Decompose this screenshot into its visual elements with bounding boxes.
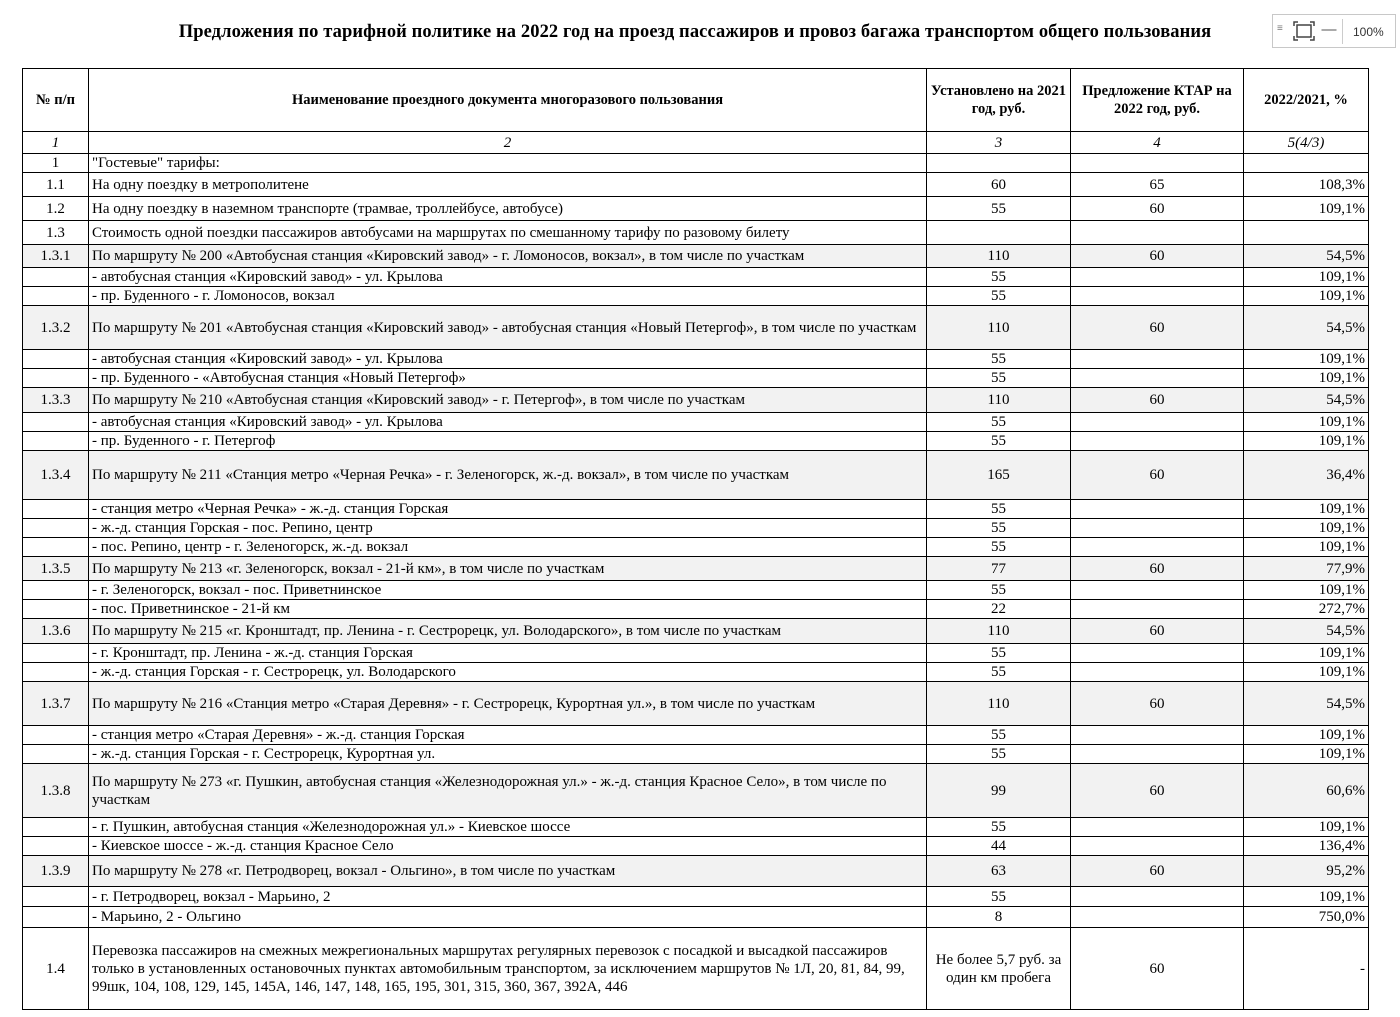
row-number-cell (23, 268, 89, 287)
value-2021-cell: 55 (927, 581, 1071, 600)
row-number-cell (23, 907, 89, 928)
table-row (23, 500, 1369, 519)
table-row (23, 451, 1369, 500)
value-2022-cell (1071, 907, 1244, 928)
ratio-cell: 77,9% (1244, 557, 1369, 581)
ratio-cell: 109,1% (1244, 287, 1369, 306)
table-row (23, 600, 1369, 619)
row-number-cell (23, 350, 89, 369)
value-2021-cell: 110 (927, 388, 1071, 413)
column-number: 1 (23, 132, 89, 154)
table-row (23, 268, 1369, 287)
row-name-cell: - автобусная станция «Кировский завод» - ул. Крылова (89, 413, 927, 432)
value-2022-cell: 60 (1071, 557, 1244, 581)
column-number: 2 (89, 132, 927, 154)
value-2022-cell: 60 (1071, 682, 1244, 726)
row-name-cell: "Гостевые" тарифы: (89, 154, 927, 173)
row-number-cell (23, 538, 89, 557)
table-row (23, 388, 1369, 413)
row-number-cell: 1.3.7 (23, 682, 89, 726)
toolbar-divider (1342, 19, 1343, 44)
table-row (23, 663, 1369, 682)
row-number-cell: 1.3.4 (23, 451, 89, 500)
row-number-cell: 1.1 (23, 173, 89, 197)
table-row (23, 907, 1369, 928)
row-name-cell: - ж.-д. станция Горская - г. Сестрорецк, Курортная ул. (89, 745, 927, 764)
value-2022-cell (1071, 350, 1244, 369)
value-2021-cell: 55 (927, 644, 1071, 663)
value-2021-cell: 60 (927, 173, 1071, 197)
value-2021-cell: 55 (927, 745, 1071, 764)
value-2022-cell (1071, 837, 1244, 856)
table-header-row (23, 69, 1369, 132)
menu-icon[interactable]: ≡ (1277, 23, 1283, 34)
row-number-cell: 1.3.8 (23, 764, 89, 818)
value-2022-cell (1071, 221, 1244, 245)
row-number-cell (23, 745, 89, 764)
ratio-cell: 109,1% (1244, 644, 1369, 663)
row-number-cell: 1.3.2 (23, 306, 89, 350)
tariff-table (22, 68, 1369, 1010)
header-ratio: 2022/2021, % (1244, 69, 1369, 132)
row-name-cell: - автобусная станция «Кировский завод» - ул. Крылова (89, 268, 927, 287)
value-2021-cell: 55 (927, 413, 1071, 432)
value-2021-cell: 99 (927, 764, 1071, 818)
row-number-cell (23, 887, 89, 907)
row-name-cell: - г. Петродворец, вокзал - Марьино, 2 (89, 887, 927, 907)
row-number-cell (23, 519, 89, 538)
value-2021-cell: 22 (927, 600, 1071, 619)
table-row (23, 837, 1369, 856)
zoom-toolbar (1272, 14, 1396, 48)
column-number: 3 (927, 132, 1071, 154)
row-number-cell (23, 600, 89, 619)
value-2022-cell (1071, 413, 1244, 432)
zoom-level[interactable]: 100% (1353, 25, 1384, 39)
value-2022-cell (1071, 818, 1244, 837)
row-number-cell (23, 726, 89, 745)
header-established-2021: Установлено на 2021 год, руб. (927, 69, 1071, 132)
row-number-cell (23, 581, 89, 600)
table-row (23, 369, 1369, 388)
value-2022-cell (1071, 745, 1244, 764)
value-2021-cell: 110 (927, 682, 1071, 726)
ratio-cell: 136,4% (1244, 837, 1369, 856)
row-number-cell: 1.3.9 (23, 856, 89, 887)
row-name-cell: - пр. Буденного - г. Ломоносов, вокзал (89, 287, 927, 306)
row-number-cell: 1.3.6 (23, 619, 89, 644)
value-2021-cell: 55 (927, 432, 1071, 451)
value-2021-cell (927, 154, 1071, 173)
column-number: 4 (1071, 132, 1244, 154)
row-name-cell: - г. Пушкин, автобусная станция «Железнодорожная ул.» - Киевское шоссе (89, 818, 927, 837)
ratio-cell: 272,7% (1244, 600, 1369, 619)
value-2022-cell (1071, 519, 1244, 538)
ratio-cell: 54,5% (1244, 682, 1369, 726)
ratio-cell: 109,1% (1244, 500, 1369, 519)
row-number-cell (23, 500, 89, 519)
value-2022-cell: 60 (1071, 928, 1244, 1010)
table-row (23, 519, 1369, 538)
table-row (23, 538, 1369, 557)
value-2021-cell: 110 (927, 306, 1071, 350)
table-row (23, 928, 1369, 1010)
table-row (23, 154, 1369, 173)
ratio-cell: 108,3% (1244, 173, 1369, 197)
row-name-cell: По маршруту № 216 «Станция метро «Старая Деревня» - г. Сестрорецк, Курортная ул.», в том числе по участкам (89, 682, 927, 726)
table-row (23, 619, 1369, 644)
table-row (23, 306, 1369, 350)
ratio-cell: 109,1% (1244, 268, 1369, 287)
column-number: 5(4/3) (1244, 132, 1369, 154)
value-2021-cell: 55 (927, 350, 1071, 369)
value-2021-cell: 55 (927, 726, 1071, 745)
table-row (23, 557, 1369, 581)
value-2022-cell: 60 (1071, 388, 1244, 413)
table-row (23, 287, 1369, 306)
value-2022-cell: 60 (1071, 245, 1244, 268)
ratio-cell: 109,1% (1244, 663, 1369, 682)
value-2022-cell: 60 (1071, 764, 1244, 818)
row-number-cell: 1.3 (23, 221, 89, 245)
ratio-cell: 54,5% (1244, 245, 1369, 268)
row-name-cell: По маршруту № 200 «Автобусная станция «Кировский завод» - г. Ломоносов, вокзал», в том числе по участкам (89, 245, 927, 268)
ratio-cell: 109,1% (1244, 726, 1369, 745)
row-name-cell: По маршруту № 215 «г. Кронштадт, пр. Ленина - г. Сестрорецк, ул. Володарского», в том числе по участкам (89, 619, 927, 644)
ratio-cell: 109,1% (1244, 581, 1369, 600)
ratio-cell: 36,4% (1244, 451, 1369, 500)
ratio-cell: 95,2% (1244, 856, 1369, 887)
row-name-cell: - ж.-д. станция Горская - пос. Репино, центр (89, 519, 927, 538)
value-2021-cell: 165 (927, 451, 1071, 500)
row-number-cell (23, 369, 89, 388)
row-name-cell: По маршруту № 211 «Станция метро «Черная Речка» - г. Зеленогорск, ж.-д. вокзал», в том числе по участкам (89, 451, 927, 500)
value-2021-cell: 77 (927, 557, 1071, 581)
value-2021-cell: 55 (927, 519, 1071, 538)
row-number-cell (23, 644, 89, 663)
row-name-cell: - станция метро «Черная Речка» - ж.-д. станция Горская (89, 500, 927, 519)
row-name-cell: Стоимость одной поездки пассажиров автобусами на маршрутах по смешанному тарифу по разовому билету (89, 221, 927, 245)
row-number-cell (23, 818, 89, 837)
row-name-cell: - г. Кронштадт, пр. Ленина - ж.-д. станция Горская (89, 644, 927, 663)
row-name-cell: - пос. Репино, центр - г. Зеленогорск, ж.-д. вокзал (89, 538, 927, 557)
value-2022-cell (1071, 644, 1244, 663)
value-2022-cell (1071, 154, 1244, 173)
header-number: № п/п (23, 69, 89, 132)
table-row (23, 818, 1369, 837)
row-number-cell (23, 837, 89, 856)
ratio-cell: 109,1% (1244, 538, 1369, 557)
value-2022-cell: 60 (1071, 856, 1244, 887)
value-2022-cell (1071, 287, 1244, 306)
ratio-cell: 109,1% (1244, 432, 1369, 451)
row-name-cell: - ж.-д. станция Горская - г. Сестрорецк, ул. Володарского (89, 663, 927, 682)
ratio-cell (1244, 154, 1369, 173)
value-2021-cell: 63 (927, 856, 1071, 887)
value-2021-cell: 110 (927, 619, 1071, 644)
table-row (23, 221, 1369, 245)
table-row (23, 887, 1369, 907)
value-2022-cell (1071, 726, 1244, 745)
value-2022-cell (1071, 887, 1244, 907)
ratio-cell: 109,1% (1244, 350, 1369, 369)
table-row (23, 726, 1369, 745)
table-row (23, 173, 1369, 197)
row-name-cell: На одну поездку в наземном транспорте (трамвае, троллейбусе, автобусе) (89, 197, 927, 221)
ratio-cell (1244, 221, 1369, 245)
value-2022-cell (1071, 600, 1244, 619)
zoom-out-button[interactable]: — (1321, 21, 1337, 38)
row-name-cell: Перевозка пассажиров на смежных межрегиональных маршрутах регулярных перевозок с посадкой и высадкой пассажиров только в установленных остановочных пунктах автомобильным транспортом, за исключением маршрутов № 1Л, 20, 81, 84, 99, 99шк, 104, 108, 129, 145, 145А, 146, 147, 148, 165, 195, 301, 315, 360, 367, 392А, 446 (89, 928, 927, 1010)
row-name-cell: - г. Зеленогорск, вокзал - пос. Приветнинское (89, 581, 927, 600)
ratio-cell: 109,1% (1244, 369, 1369, 388)
row-name-cell: - пос. Приветнинское - 21-й км (89, 600, 927, 619)
ratio-cell: 109,1% (1244, 818, 1369, 837)
value-2022-cell: 60 (1071, 619, 1244, 644)
row-name-cell: - Киевское шоссе - ж.-д. станция Красное Село (89, 837, 927, 856)
row-name-cell: - Марьино, 2 - Ольгино (89, 907, 927, 928)
ratio-cell: 109,1% (1244, 413, 1369, 432)
header-proposal-2022: Предложение КТАР на 2022 год, руб. (1071, 69, 1244, 132)
value-2021-cell: 55 (927, 369, 1071, 388)
value-2022-cell (1071, 663, 1244, 682)
table-row (23, 764, 1369, 818)
value-2022-cell: 65 (1071, 173, 1244, 197)
value-2021-cell: 55 (927, 197, 1071, 221)
value-2022-cell (1071, 538, 1244, 557)
table-row (23, 856, 1369, 887)
ratio-cell: - (1244, 928, 1369, 1010)
row-number-cell: 1.3.3 (23, 388, 89, 413)
ratio-cell: 109,1% (1244, 519, 1369, 538)
row-number-cell (23, 663, 89, 682)
table-row (23, 682, 1369, 726)
column-number-row (23, 132, 1369, 154)
value-2021-cell (927, 221, 1071, 245)
value-2022-cell (1071, 369, 1244, 388)
document-title: Предложения по тарифной политике на 2022 год на проезд пассажиров и провоз багажа транспортом общего пользования (178, 22, 1212, 42)
row-number-cell: 1.3.5 (23, 557, 89, 581)
row-name-cell: По маршруту № 210 «Автобусная станция «Кировский завод» - г. Петергоф», в том числе по участкам (89, 388, 927, 413)
table-row (23, 245, 1369, 268)
table-row (23, 644, 1369, 663)
row-number-cell: 1.3.1 (23, 245, 89, 268)
row-name-cell: - станция метро «Старая Деревня» - ж.-д. станция Горская (89, 726, 927, 745)
value-2022-cell: 60 (1071, 197, 1244, 221)
ratio-cell: 109,1% (1244, 887, 1369, 907)
value-2021-cell: 55 (927, 818, 1071, 837)
row-number-cell: 1.2 (23, 197, 89, 221)
table-row (23, 745, 1369, 764)
value-2022-cell (1071, 500, 1244, 519)
row-name-cell: - пр. Буденного - «Автобусная станция «Новый Петергоф» (89, 369, 927, 388)
fit-to-page-icon[interactable] (1293, 21, 1315, 41)
value-2022-cell (1071, 432, 1244, 451)
row-number-cell: 1 (23, 154, 89, 173)
ratio-cell: 109,1% (1244, 745, 1369, 764)
table-row (23, 350, 1369, 369)
value-2022-cell: 60 (1071, 451, 1244, 500)
row-name-cell: - пр. Буденного - г. Петергоф (89, 432, 927, 451)
row-number-cell: 1.4 (23, 928, 89, 1010)
value-2022-cell (1071, 268, 1244, 287)
ratio-cell: 60,6% (1244, 764, 1369, 818)
value-2021-cell: 55 (927, 538, 1071, 557)
row-name-cell: На одну поездку в метрополитене (89, 173, 927, 197)
row-name-cell: По маршруту № 273 «г. Пушкин, автобусная станция «Железнодорожная ул.» - ж.-д. станция Красное Село», в том числе по участкам (89, 764, 927, 818)
value-2021-cell: 55 (927, 268, 1071, 287)
table-row (23, 197, 1369, 221)
ratio-cell: 750,0% (1244, 907, 1369, 928)
value-2021-cell: 55 (927, 663, 1071, 682)
ratio-cell: 54,5% (1244, 388, 1369, 413)
row-name-cell: По маршруту № 278 «г. Петродворец, вокзал - Ольгино», в том числе по участкам (89, 856, 927, 887)
value-2022-cell (1071, 581, 1244, 600)
ratio-cell: 54,5% (1244, 306, 1369, 350)
row-number-cell (23, 287, 89, 306)
row-name-cell: По маршруту № 201 «Автобусная станция «Кировский завод» - автобусная станция «Новый Петергоф», в том числе по участкам (89, 306, 927, 350)
row-number-cell (23, 432, 89, 451)
ratio-cell: 109,1% (1244, 197, 1369, 221)
value-2021-cell: 8 (927, 907, 1071, 928)
row-number-cell (23, 413, 89, 432)
row-name-cell: - автобусная станция «Кировский завод» - ул. Крылова (89, 350, 927, 369)
table-row (23, 413, 1369, 432)
table-row (23, 581, 1369, 600)
value-2021-cell: 110 (927, 245, 1071, 268)
table-row (23, 432, 1369, 451)
row-name-cell: По маршруту № 213 «г. Зеленогорск, вокзал - 21-й км», в том числе по участкам (89, 557, 927, 581)
ratio-cell: 54,5% (1244, 619, 1369, 644)
value-2021-cell: 44 (927, 837, 1071, 856)
value-2021-cell: 55 (927, 287, 1071, 306)
value-2021-cell: Не более 5,7 руб. за один км пробега (927, 928, 1071, 1010)
header-document-name: Наименование проездного документа многоразового пользования (89, 69, 927, 132)
value-2022-cell: 60 (1071, 306, 1244, 350)
value-2021-cell: 55 (927, 887, 1071, 907)
value-2021-cell: 55 (927, 500, 1071, 519)
